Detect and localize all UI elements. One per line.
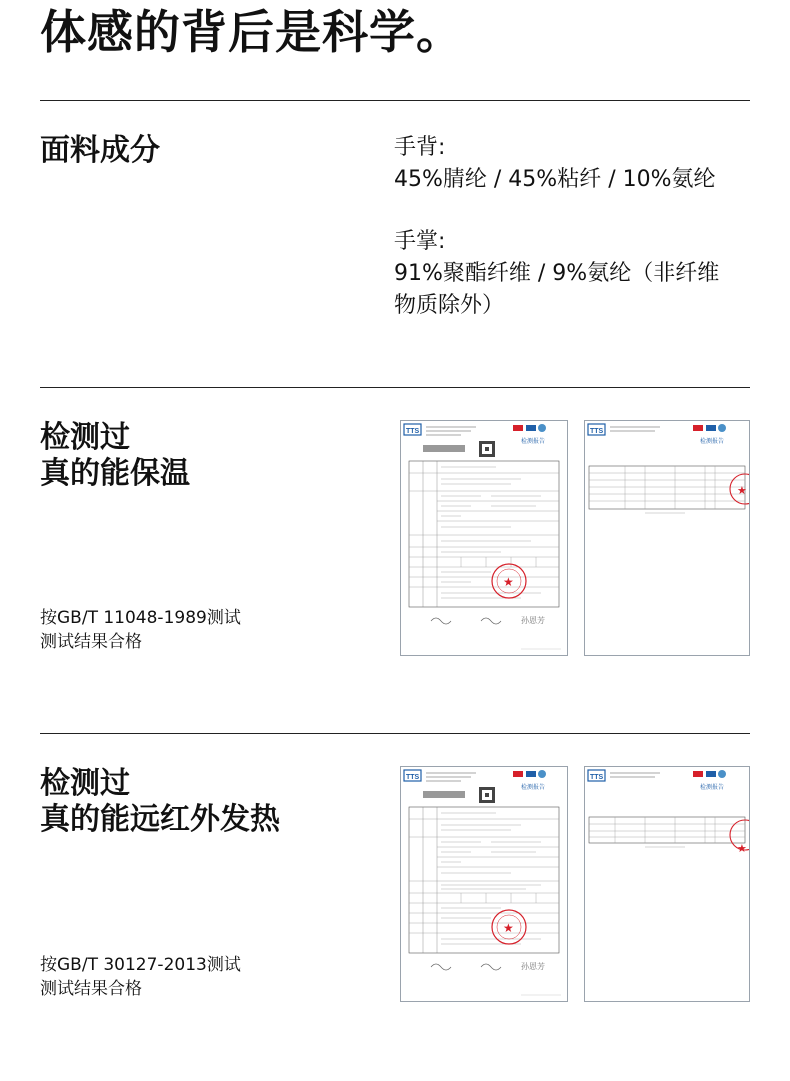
palm-value-cont: 物质除外）: [394, 293, 505, 318]
composition-details: [394, 132, 719, 322]
svg-text:TTS: TTS: [590, 774, 604, 781]
warmth-title-line1: 检测过: [40, 420, 130, 455]
divider: [40, 387, 750, 388]
svg-text:★: ★: [737, 842, 747, 855]
warmth-title-line2: 真的能保温: [40, 456, 190, 491]
infrared-standard: 按GB/T 30127-2013测试: [40, 955, 241, 975]
warmth-report-page-2: [584, 420, 750, 656]
page-headline: 体感的背后是科学。: [40, 5, 463, 59]
composition-title: 面料成分: [40, 133, 160, 168]
svg-text:TTS: TTS: [406, 428, 420, 435]
signature: 孙恩芳: [521, 616, 545, 625]
svg-text:★: ★: [737, 484, 747, 497]
warmth-report-page-1: [400, 420, 568, 656]
divider: [40, 100, 750, 101]
back-label: 手背:: [394, 135, 446, 160]
back-value: 45%腈纶 / 45%粘纤 / 10%氨纶: [394, 167, 716, 192]
warmth-standard: 按GB/T 11048-1989测试: [40, 608, 241, 628]
warmth-result: 测试结果合格: [40, 632, 142, 652]
palm-value: 91%聚酯纤维 / 9%氨纶（非纤维: [394, 261, 720, 286]
infrared-title-line1: 检测过: [40, 766, 130, 801]
report-title: 检测报告: [521, 439, 546, 445]
divider: [40, 733, 750, 734]
svg-text:★: ★: [503, 921, 514, 935]
report-title: 检测报告: [700, 439, 725, 445]
infrared-report-page-2: [584, 766, 750, 1002]
report-title: 检测报告: [521, 785, 546, 791]
signature: 孙恩芳: [521, 962, 545, 971]
infrared-title-line2: 真的能远红外发热: [40, 802, 280, 837]
svg-text:★: ★: [503, 575, 514, 589]
report-title: 检测报告: [700, 785, 725, 791]
svg-text:TTS: TTS: [406, 774, 420, 781]
infrared-result: 测试结果合格: [40, 979, 142, 999]
infrared-report-page-1: [400, 766, 568, 1002]
palm-label: 手掌:: [394, 229, 446, 254]
svg-text:TTS: TTS: [590, 428, 604, 435]
